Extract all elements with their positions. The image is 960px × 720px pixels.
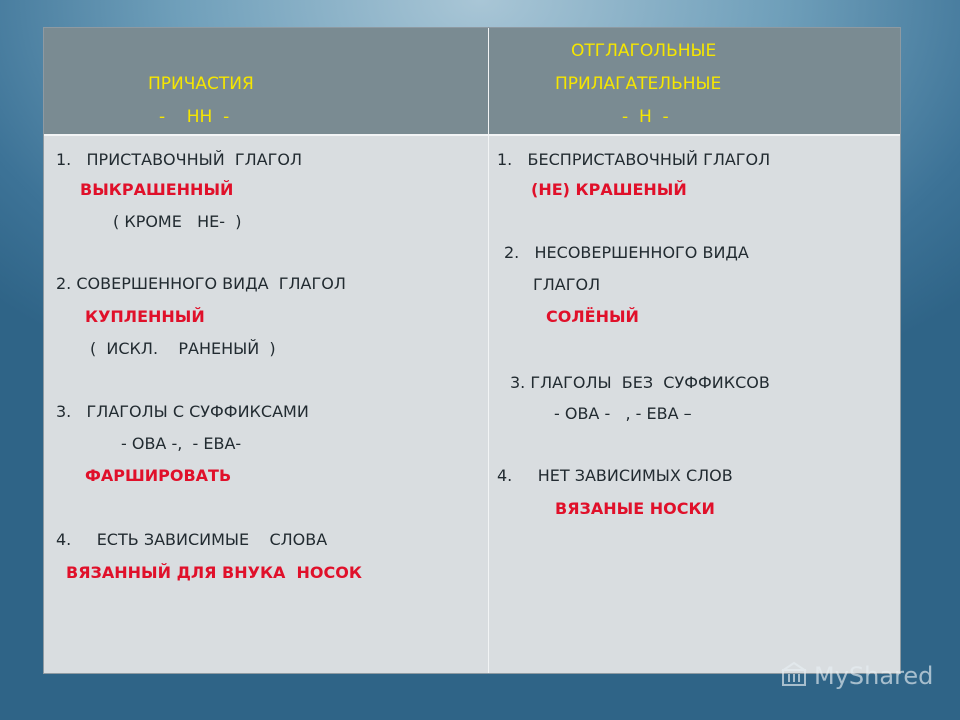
right-item1-title: 1. БЕСПРИСТАВОЧНЫЙ ГЛАГОЛ [497, 150, 771, 169]
right-item3-title: 3. ГЛАГОЛЫ БЕЗ СУФФИКСОВ [510, 373, 770, 392]
right-item4-example: ВЯЗАНЫЕ НОСКИ [555, 499, 715, 518]
right-item4-title: 4. НЕТ ЗАВИСИМЫХ СЛОВ [497, 466, 733, 485]
column-divider [488, 28, 489, 673]
left-item4-title: 4. ЕСТЬ ЗАВИСИМЫЕ СЛОВА [56, 530, 328, 549]
left-item1-note: ( КРОМЕ НЕ- ) [113, 212, 242, 231]
left-item3-suffixes: - ОВА -, - ЕВА- [121, 434, 242, 453]
right-item3-suffixes: - ОВА - , - ЕВА – [554, 404, 692, 423]
left-item4-example: ВЯЗАННЫЙ ДЛЯ ВНУКА НОСОК [66, 563, 362, 582]
header-left-title: ПРИЧАСТИЯ [148, 74, 254, 94]
header-right-title-line1: ОТГЛАГОЛЬНЫЕ [571, 41, 717, 61]
left-item2-example: КУПЛЕННЫЙ [85, 307, 205, 326]
right-item1-example: (НЕ) КРАШЕНЫЙ [531, 180, 687, 199]
rules-table [43, 27, 901, 674]
left-item3-title: 3. ГЛАГОЛЫ С СУФФИКСАМИ [56, 402, 309, 421]
right-item2-title-cont: ГЛАГОЛ [533, 275, 601, 294]
watermark-text: MyShared [814, 662, 934, 690]
left-item1-example: ВЫКРАШЕННЫЙ [80, 180, 234, 199]
header-row-divider [44, 134, 900, 136]
header-left-suffix: - НН - [159, 107, 230, 127]
watermark [780, 658, 933, 694]
left-item1-title: 1. ПРИСТАВОЧНЫЙ ГЛАГОЛ [56, 150, 303, 169]
left-item2-note: ( ИСКЛ. РАНЕНЫЙ ) [90, 339, 276, 358]
right-item2-example: СОЛЁНЫЙ [546, 307, 639, 326]
left-item2-title: 2. СОВЕРШЕННОГО ВИДА ГЛАГОЛ [56, 274, 346, 293]
left-item3-example: ФАРШИРОВАТЬ [85, 466, 232, 485]
header-right-suffix: - Н - [622, 107, 669, 127]
header-right-title-line2: ПРИЛАГАТЕЛЬНЫЕ [555, 74, 722, 94]
right-item2-title: 2. НЕСОВЕРШЕННОГО ВИДА [504, 243, 749, 262]
building-icon [780, 660, 808, 692]
